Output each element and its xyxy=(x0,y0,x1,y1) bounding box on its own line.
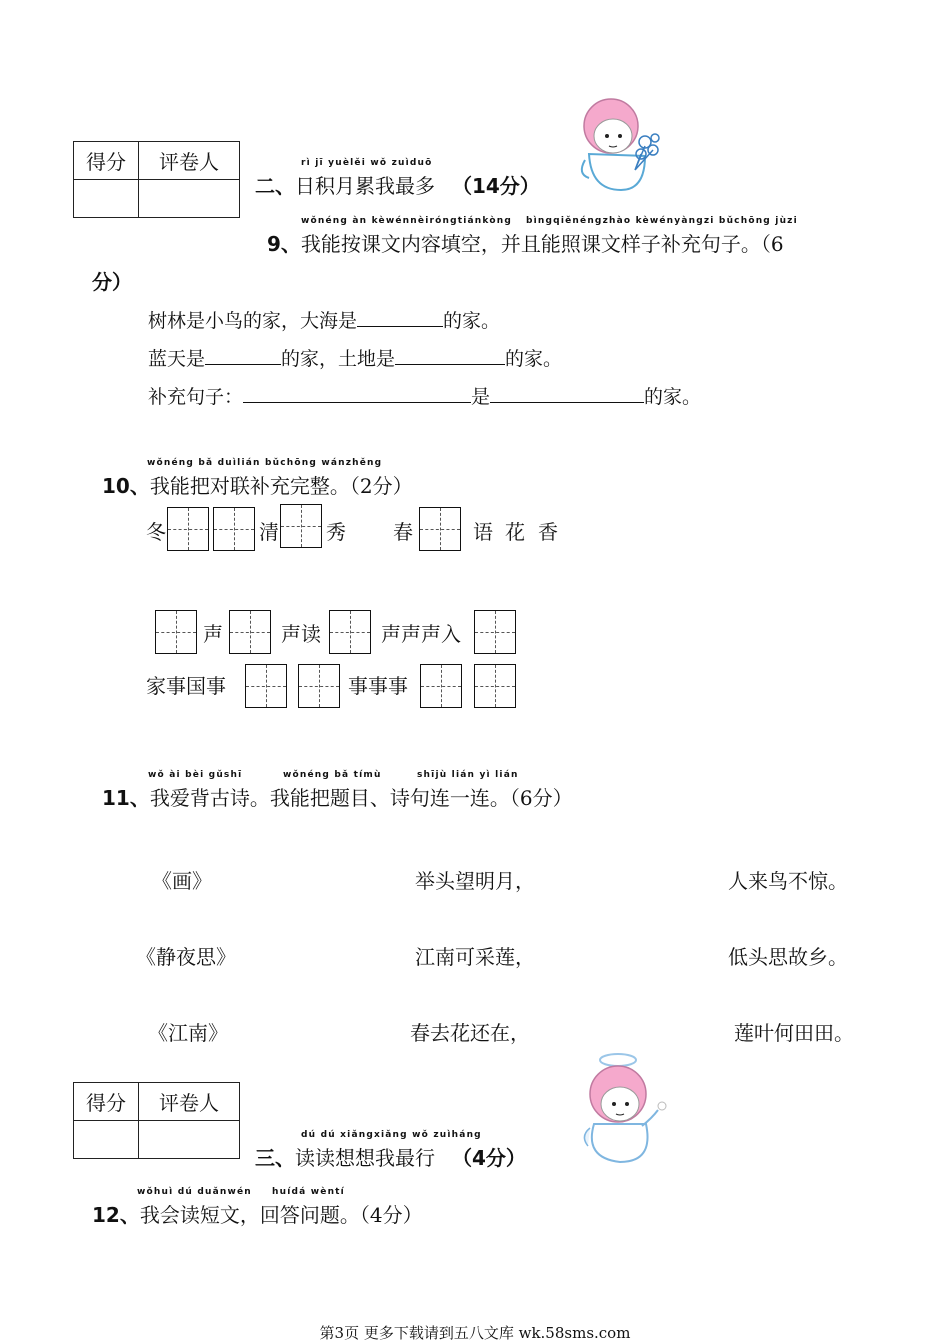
q11-pinyin-c: shījù lián yì lián xyxy=(417,770,519,780)
page-footer: 第3页 更多下载请到五八文库 wk.58sms.com xyxy=(319,1324,631,1342)
couplet-char: 事事事 xyxy=(348,674,408,698)
q9-line1-b: 的家。 xyxy=(443,310,501,332)
q9-line3 xyxy=(148,382,701,409)
q9-line1 xyxy=(148,306,500,333)
poem-title[interactable]: 《画》 xyxy=(152,869,212,893)
section3-score: （4分） xyxy=(451,1146,526,1170)
section2-prefix: 二、 xyxy=(255,174,295,198)
writing-grid[interactable] xyxy=(474,610,516,654)
couplet-char: 清 xyxy=(259,520,279,544)
q11-question xyxy=(102,782,573,811)
reviewer-label: 评卷人 xyxy=(139,142,240,180)
cartoon-girl-flowers-image xyxy=(575,90,667,194)
q12-pinyin-b: huídá wèntí xyxy=(272,1187,345,1197)
q9-blank-5[interactable] xyxy=(490,384,644,403)
q10-number: 10、 xyxy=(102,474,150,498)
writing-grid[interactable] xyxy=(280,504,322,548)
writing-grid[interactable] xyxy=(229,610,271,654)
q9-blank-3[interactable] xyxy=(395,346,505,365)
poem-title[interactable]: 《静夜思》 xyxy=(136,945,236,969)
q9-line3-a: 补充句子： xyxy=(148,386,244,408)
section3-prefix: 三、 xyxy=(255,1146,295,1170)
couplet-char: 秀 xyxy=(326,520,346,544)
poem-line-first[interactable]: 举头望明月， xyxy=(415,869,535,893)
poem-title[interactable]: 《江南》 xyxy=(148,1021,228,1045)
q9-number: 9、 xyxy=(267,232,301,256)
q12-number: 12、 xyxy=(92,1203,140,1227)
score-label: 得分 xyxy=(74,142,139,180)
couplet-char: 春 xyxy=(393,520,413,544)
reviewer-cell[interactable] xyxy=(139,1121,240,1159)
section3-title-pinyin: dú dú xiǎngxiǎng wǒ zuìháng xyxy=(301,1130,482,1140)
q10-question xyxy=(102,470,413,499)
q9-pinyin-b: bìngqiěnéngzhào kèwényàngzi bǔchōng jùzi xyxy=(526,216,798,226)
q10-pinyin: wǒnéng bǎ duìlián bǔchōng wánzhěng xyxy=(147,458,383,468)
q9-blank-1[interactable] xyxy=(357,308,443,327)
score-label: 得分 xyxy=(74,1083,139,1121)
writing-grid[interactable] xyxy=(167,507,209,551)
q9-line3-c: 的家。 xyxy=(644,386,702,408)
writing-grid[interactable] xyxy=(420,664,462,708)
q9-blank-4[interactable] xyxy=(243,384,471,403)
reviewer-cell[interactable] xyxy=(139,180,240,218)
score-cell[interactable] xyxy=(74,1121,139,1159)
section2-score: （14分） xyxy=(451,174,540,198)
poem-line-second[interactable]: 低头思故乡。 xyxy=(728,945,848,969)
writing-grid[interactable] xyxy=(245,664,287,708)
q9-line1-a: 树林是小鸟的家，大海是 xyxy=(148,310,358,332)
reviewer-label: 评卷人 xyxy=(139,1083,240,1121)
q9-question xyxy=(267,228,784,257)
q11-text: 我爱背古诗。我能把题目、诗句连一连。（6分） xyxy=(149,786,573,810)
poem-line-second[interactable]: 人来鸟不惊。 xyxy=(728,869,848,893)
q9-text: 我能按课文内容填空，并且能照课文样子补充句子。（6 xyxy=(300,232,784,256)
couplet-char: 声声声入 xyxy=(381,622,461,646)
q9-line2-a: 蓝天是 xyxy=(148,348,206,370)
writing-grid[interactable] xyxy=(298,664,340,708)
score-cell[interactable] xyxy=(74,180,139,218)
section2-title-text: 日积月累我最多 xyxy=(295,174,435,198)
q10-text: 我能把对联补充完整。（2分） xyxy=(149,474,413,498)
score-table-section3 xyxy=(73,1082,240,1159)
section2-title-pinyin: rì jī yuèlěi wǒ zuìduō xyxy=(301,158,433,168)
writing-grid[interactable] xyxy=(329,610,371,654)
poem-line-first[interactable]: 春去花还在， xyxy=(410,1021,530,1045)
writing-grid[interactable] xyxy=(155,610,197,654)
section3-title xyxy=(255,1142,526,1171)
couplet-char: 家事国事 xyxy=(146,674,226,698)
q12-pinyin-a: wǒhuì dú duǎnwén xyxy=(137,1187,252,1197)
couplet-char: 冬 xyxy=(146,520,166,544)
couplet-char: 花 xyxy=(505,520,525,544)
writing-grid[interactable] xyxy=(474,664,516,708)
couplet-char: 声读 xyxy=(281,622,321,646)
section2-title xyxy=(255,170,540,199)
q11-number: 11、 xyxy=(102,786,150,810)
q12-text: 我会读短文，回答问题。（4分） xyxy=(139,1203,423,1227)
q11-pinyin-a: wǒ ài bèi gǔshī xyxy=(148,770,243,780)
poem-line-second[interactable]: 莲叶何田田。 xyxy=(734,1021,854,1045)
q9-line2-b: 的家，土地是 xyxy=(281,348,396,370)
couplet-char: 香 xyxy=(538,520,558,544)
q9-pinyin-a: wǒnéng àn kèwénnèiróngtiánkòng xyxy=(301,216,512,226)
q9-text-cont: 分） xyxy=(92,270,132,294)
section3-title-text: 读读想想我最行 xyxy=(295,1146,435,1170)
couplet-char: 语 xyxy=(473,520,493,544)
couplet-char: 声 xyxy=(203,622,223,646)
q11-pinyin-b: wǒnéng bǎ tímù xyxy=(283,770,382,780)
q9-line2 xyxy=(148,344,562,371)
poem-line-first[interactable]: 江南可采莲， xyxy=(415,945,535,969)
q9-line2-c: 的家。 xyxy=(505,348,563,370)
score-table-section2 xyxy=(73,141,240,218)
q9-blank-2[interactable] xyxy=(205,346,281,365)
cartoon-angel-image xyxy=(580,1050,674,1166)
q12-question xyxy=(92,1199,423,1228)
q9-line3-b: 是 xyxy=(471,386,491,408)
writing-grid[interactable] xyxy=(419,507,461,551)
writing-grid[interactable] xyxy=(213,507,255,551)
